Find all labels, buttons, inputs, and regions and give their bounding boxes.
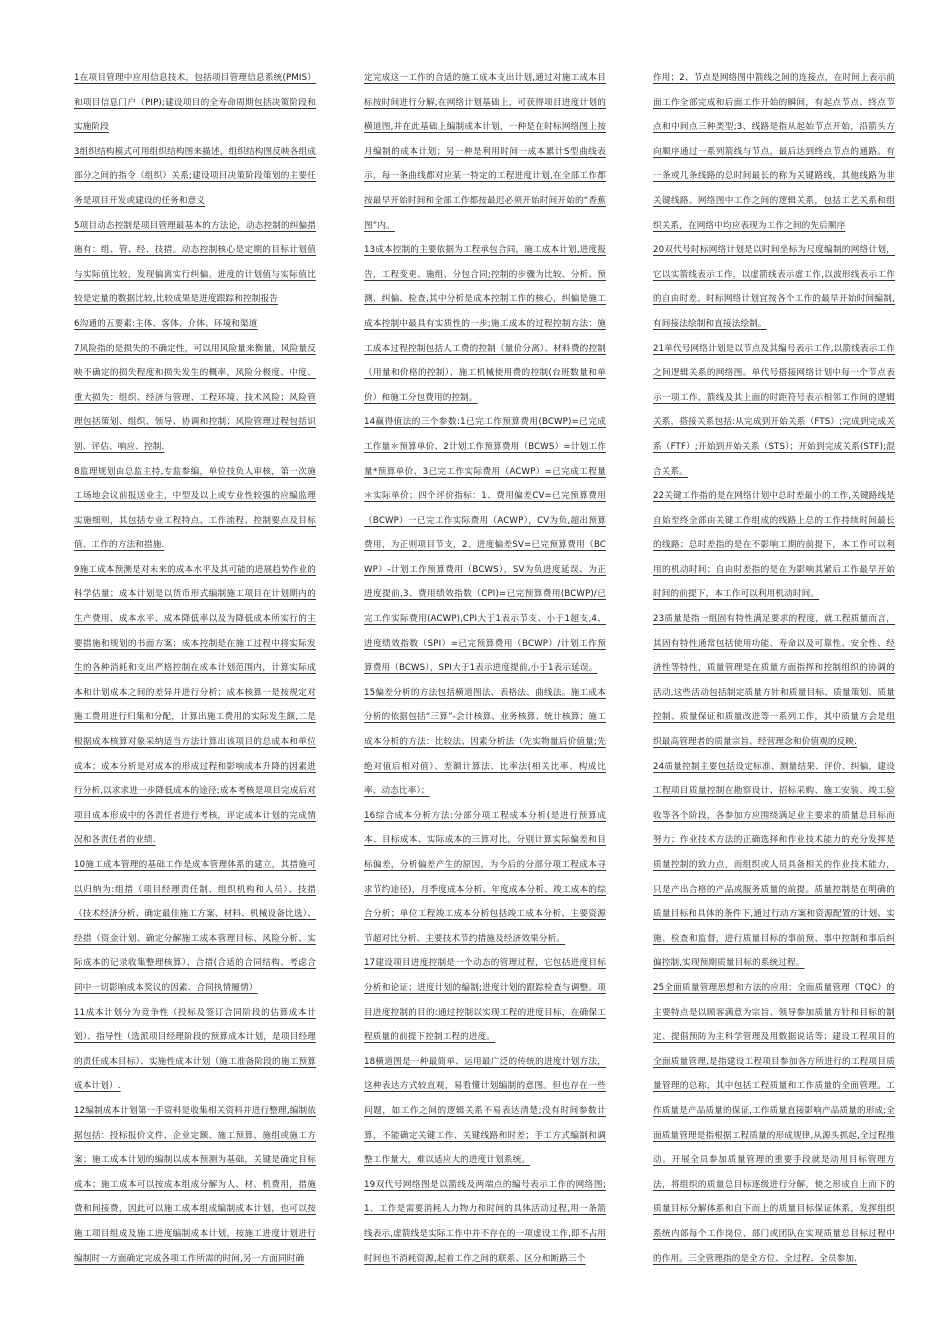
- text-column-left: [74, 66, 316, 1271]
- paragraph: 23质量是指一组固有特性满足要求的程度，就工程质量而言，其固有特性通常包括使用功能、寿命以及可靠性、安全性、经济性等特性，质量管理是在质量方面指挥和控制组织的协调的活动,这些活动包括制定质量方针和质量目标、质量策划、质量控制、质量保证和质量改进等一系列工作，其中质量方会是组织最高管理者的质量宗旨、经营理念和价值观的反映.: [653, 614, 895, 748]
- paragraph: 18横道图是一种最简单、运用最广泛的传统的进度计划方法，这种表达方式较直观，易看懂计划编制的意图。但也存在一些问题，如工作之间的逻辑关系不易表达清楚;没有时间参数计算，不能确定关键工作、关键线路和时差；手工方式编制和调整工作量大，难以适应大的进度计划系统。: [364, 1056, 606, 1166]
- paragraph: 21单代号网络计划是以节点及其编号表示工作,以箭线表示工作之间逻辑关系的网络图。单代号搭接网络计划中每一个节点表示一项工作，箭线及其上面的时距符号表示相邻工作间的逻辑关系，搭接关系包括:从完成到开始关系（FTS）;完成到完成关系（FTF）;开始到开始关系（STS）；开始到完成关系(STF);混合关系。: [653, 343, 895, 477]
- paragraph: 7风险指的是损失的不确定性，可以用风险量来衡量，风险量反映不确定的损失程度和损失发生的概率，风险分极度、中度、重大损失：组织、经济与管理、工程环境、技术风险；风险管理包括策划、组织、领导、协调和控制；风险管理过程包括识别、评估、响应、控制.: [74, 343, 316, 452]
- paragraph: 11成本计划分为竞争性（投标及签订合同阶段的估算成本计划）、指导性（选派项目经理阶段的预算成本计划，是项目经理的责任成本目标）、实施性成本计划（施工准备阶段的施工预算成本计划）.: [74, 1007, 316, 1092]
- paragraph: 16综合成本分析方法:分部分项工程成本分析(是进行预算成本、目标成本、实际成本的三算对比，分别计算实际偏差和目标偏差，分析偏差产生的原因，为今后的分部分项工程成本寻求节约途径)，月季度成本分析、年度成本分析、竣工成本的综合分析；单位工程竣工成本分析包括竣工成本分析、主要资源节超对比分析、主要技术节约措施及经济效果分析。: [364, 810, 606, 944]
- paragraph: 9施工成本预测是对未来的成本水平及其可能的进展趋势作业的科学估量；成本计划是以货币形式编制施工项目在计划期内的生产费用、成本水平、成本降低率以及为降低成本所实行的主要措施和规划的书面方案；成本控制是在施工过程中将实际发生的各种消耗和支出严格控制在成本计划范围内，计算实际成本和计划成本之间的差异并进行分析；成本核算一是按规定对施工费用进行归集和分配，计算出施工费用的实际发生额,二是根据成本核算对象采纳适当方法计算出该项目的总成本和单位成本；成本分析是对成本的形成过程和影响成本升降的因素进行分析,以求求进一步降低成本的途径;成本考核是项目完成后对项目成本形成中的各责任者进行考核，评定成本计划的完成情况和各责任者的业绩.: [74, 564, 317, 846]
- paragraph: 3组织结构模式可用组织结构图来描述，组织结构图反映各组成部分之间的指令（组织）关系;建设项目决策阶段策划的主要任务是项目开发或建设的任务和意义: [74, 146, 316, 206]
- paragraph: 作用；2、节点是网络图中箭线之间的连接点，在时间上表示前面工作全部完成和后面工作开始的瞬间，有起点节点、终点节点和中间点三种类型;3、线路是指从起始节点开始，沿箭头方向顺序通过一系列箭线与节点，最后达到终点节点的通路。有一条或几条线路的总时间最长的称为关键路线，其他线路为非关键线路。网络图中工作之间的逻辑关系，包括工艺关系和组织关系，在网络中均应表现为工作之间的先后顺序: [653, 73, 895, 231]
- paragraph: 13成本控制的主要依据为工程承包合同，施工成本计划,进度报告，工程变更、施组、分包合同;控制的步骤为比较、分析、预测、纠偏、检查,其中分析是成本控制工作的核心，纠偏是施工成本控制中最具有实质性的一步;施工成本的过程控制方法：施工成本过程控制包括人工费的控制（量价分离）、材料费的控制（用量和价格的控制）、施工机械使用费的控制(台班数量和单价）和施工分包费用的控制。: [364, 245, 606, 403]
- paragraph: 1在项目管理中应用信息技术，包括项目管理信息系统(PMIS）和项目信息门户（PIP);建设项目的全寿命周期包括决策阶段和实施阶段: [74, 73, 316, 133]
- paragraph: 19双代号网络图是以箭线及两端点的编号表示工作的网络图;1、工作是需要消耗人力物力和时间的具体活动过程,用一条箭线表示,虚箭线是实际工作中并不存在的一项虚设工作,即不占用时间也不消耗资源,起着工作之间的联系、区分和断路三个: [364, 1179, 606, 1264]
- paragraph: 定完成这一工作的合适的施工成本支出计划,通过对施工成本目标按时间进行分解,在网络计划基础上，可获得项目进度计划的横道图,并在此基础上编制成本计划，一种是在时标网络图上按月编制的成本计划；另一种是利用时间一成本累计S型曲线表示，每一条曲线都对应某一特定的工程进度计划,在全部工作都按最早开始时间和全部工作都按最迟必须开始时间开始的“香蕉图”内。: [364, 73, 606, 231]
- paragraph: 15偏差分析的方法包括横道图法、表格法、曲线法。施工成本分析的依据包括“三算”-会计核算、业务核算、统计核算；施工成本分析的方法：比较法、因素分析法（先实物量后价值量;先绝对值后相对值）、差额计算法、比率法(相关比率、构成比率、动态比率）；: [364, 687, 606, 797]
- paragraph: 22关键工作指的是在网络计划中总时差最小的工作,关键路线是自始至终全部由关键工作组成的线路上总的工作持续时间最长的线路；总时差指的是在不影响工期的前提下，本工作可以利用的机动时间；自由时差指的是在为影响其紧后工作最早开始时间的前提下，本工作可以利用机动时间。: [653, 491, 895, 600]
- paragraph: 25全面质量管理思想和方法的应用：全面质量管理（TQC）的主要特点是以顾客满意为宗旨、领导参加质量方针和目标的制定、提倡预防为主科学管理及用数据说话等；建设工程项目的全面质量管理,是指建设工程项目参加各方所进行的工程项目质量管理的总称，其中包括工程质量和工作质量的全面管理。工作质量是产品质量的保证,工作质量直接影响产品质量的形成;全面质量管理是指根据工程质量的形成规律,从源头抓起,全过程推动。开展全员参加质量管理的重要手段就是动用目标管理方法，将组织的质量总目标逐级进行分解，使之形成自上而下的质量目标分解体系和自下而上的质量目标保证体系，发挥组织系统内部每个工作岗位、部门或团队在实现质量总目标过程中的作用。三全管理指的是全方位、全过程、全员参加.: [653, 982, 896, 1264]
- text-column-middle: [364, 66, 606, 1271]
- paragraph: 12编制成本计划第一手资料是收集相关资料并进行整理,编制依据包括：投标报价文件、企业定额、施工预算、施组或施工方案；施工成本计划的编制以成本预测为基础，关键是确定目标成本；施工成本可以按成本组成分解为人、材、机费用，措施费和间接费，因此可以施工成本组成编制成本计划，也可以按施工项目组成及施工进度编制成本计划，按施工进度计划进行编制时一方面确定完成各项工作所需的时间,另一方面同时确: [74, 1105, 316, 1264]
- paragraph: 8监理规划由总监主持,专监参编，单位技负人审核，第一次施工场地会议前报送业主，中型及以上或专业性较强的应编监理实施细则，其包括专业工程特点、工作流程、控制要点及目标值、工作的方法和措施.: [74, 466, 316, 551]
- paragraph: 17建设项目进度控制是一个动态的管理过程，它包括进度目标分析和论证；进度计划的编制;进度计划的跟踪检查与调整。项目进度控制的目的:通过控制以实现工程的进度目标，在确保工程质量的前提下控制工程的进度。: [364, 958, 606, 1043]
- paragraph: 10施工成本管理的基础工作是成本管理体系的建立，其措施可以归纳为:组措（项目经理责任制、组织机构和人员）、技措（技术经济分析、确定最佳施工方案、材料、机械设备比选）、经措（资金计划、确定分解施工成本管理目标、风险分析、实际成本的记录收集整理核算）、合措(合适的合同结构、考虑合同中一切影响成本奖议的因素、合同执情履情）: [74, 860, 316, 993]
- paragraph: 5项目动态控制是项目管理最基本的方法论，动态控制的纠偏措施有：组、管、经、技措。动态控制核心是定期的目标计划值与实际值比较，发现偏离实行纠偏。进度的计划值与实际值比较是定量的数据比较,比较成果是进度跟踪和控制报告: [74, 220, 316, 305]
- text-column-right: [653, 66, 895, 1271]
- paragraph: 14赢得值法的三个参数:1已完工作预算费用(BCWP)=已完成工作量＊预算单价、2计划工作预算费用（BCWS）=计划工作量*预算单价、3已完工作实际费用（ACWP）=已完成工程量＊实际单价；四个评价指标：1、费用偏差CV=已完预算费用（BCWP）一已完工作实际费用（ACWP），CV为负,超出预算费用，为正则项目节支，2、进度偏差SV=已完预算费用（BCWP）-计划工作预算费用（BCWS），SV为负进度延误、为正进度提前,3、费用绩效指数（CPI)=已完预算费用(BCWP)/已完工作实际费用(ACWP),CPI大于1表示节支、小于1超支,4、进度绩效指数（SPI）=已完预算费用（BCWP）/计划工作预算费用（BCWS），SPI大于1表示进度提前,小于1表示延误。: [364, 417, 606, 674]
- paragraph: 20双代号时标网络计划是以时间坐标为尺度编制的网络计划，它以实箭线表示工作，以虚箭线表示虚工作,以波形线表示工作的自由时差。时标网络计划宜按各个工作的最早开始时间编制,有间接法绘制和直接法绘制。: [653, 245, 895, 329]
- paragraph: 6沟通的五要素:主体、客体、介体、环境和渠道: [74, 318, 258, 329]
- paragraph: 24质量控制主要包括设定标准、测量结果、评价、纠偏，建设工程项目质量控制在勘察设计、招标采购、施工安装、竣工验收等各个阶段，各参加方应围绕满足业主要求的质量总目标而努力；作业技术方法的正确选择和作业技术能力的充分发挥是质量控制的致力点，而组织或人员具备相关的作业技术能力，只是产出合格的产品或服务质量的前提。质量控制是在明确的质量目标和具体的条件下,通过行动方案和资源配置的计划、实施、检查和监督，进行质量目标的事前预、事中控制和事后纠偏控制,实现预期质量目标的系统过程。: [653, 761, 895, 969]
